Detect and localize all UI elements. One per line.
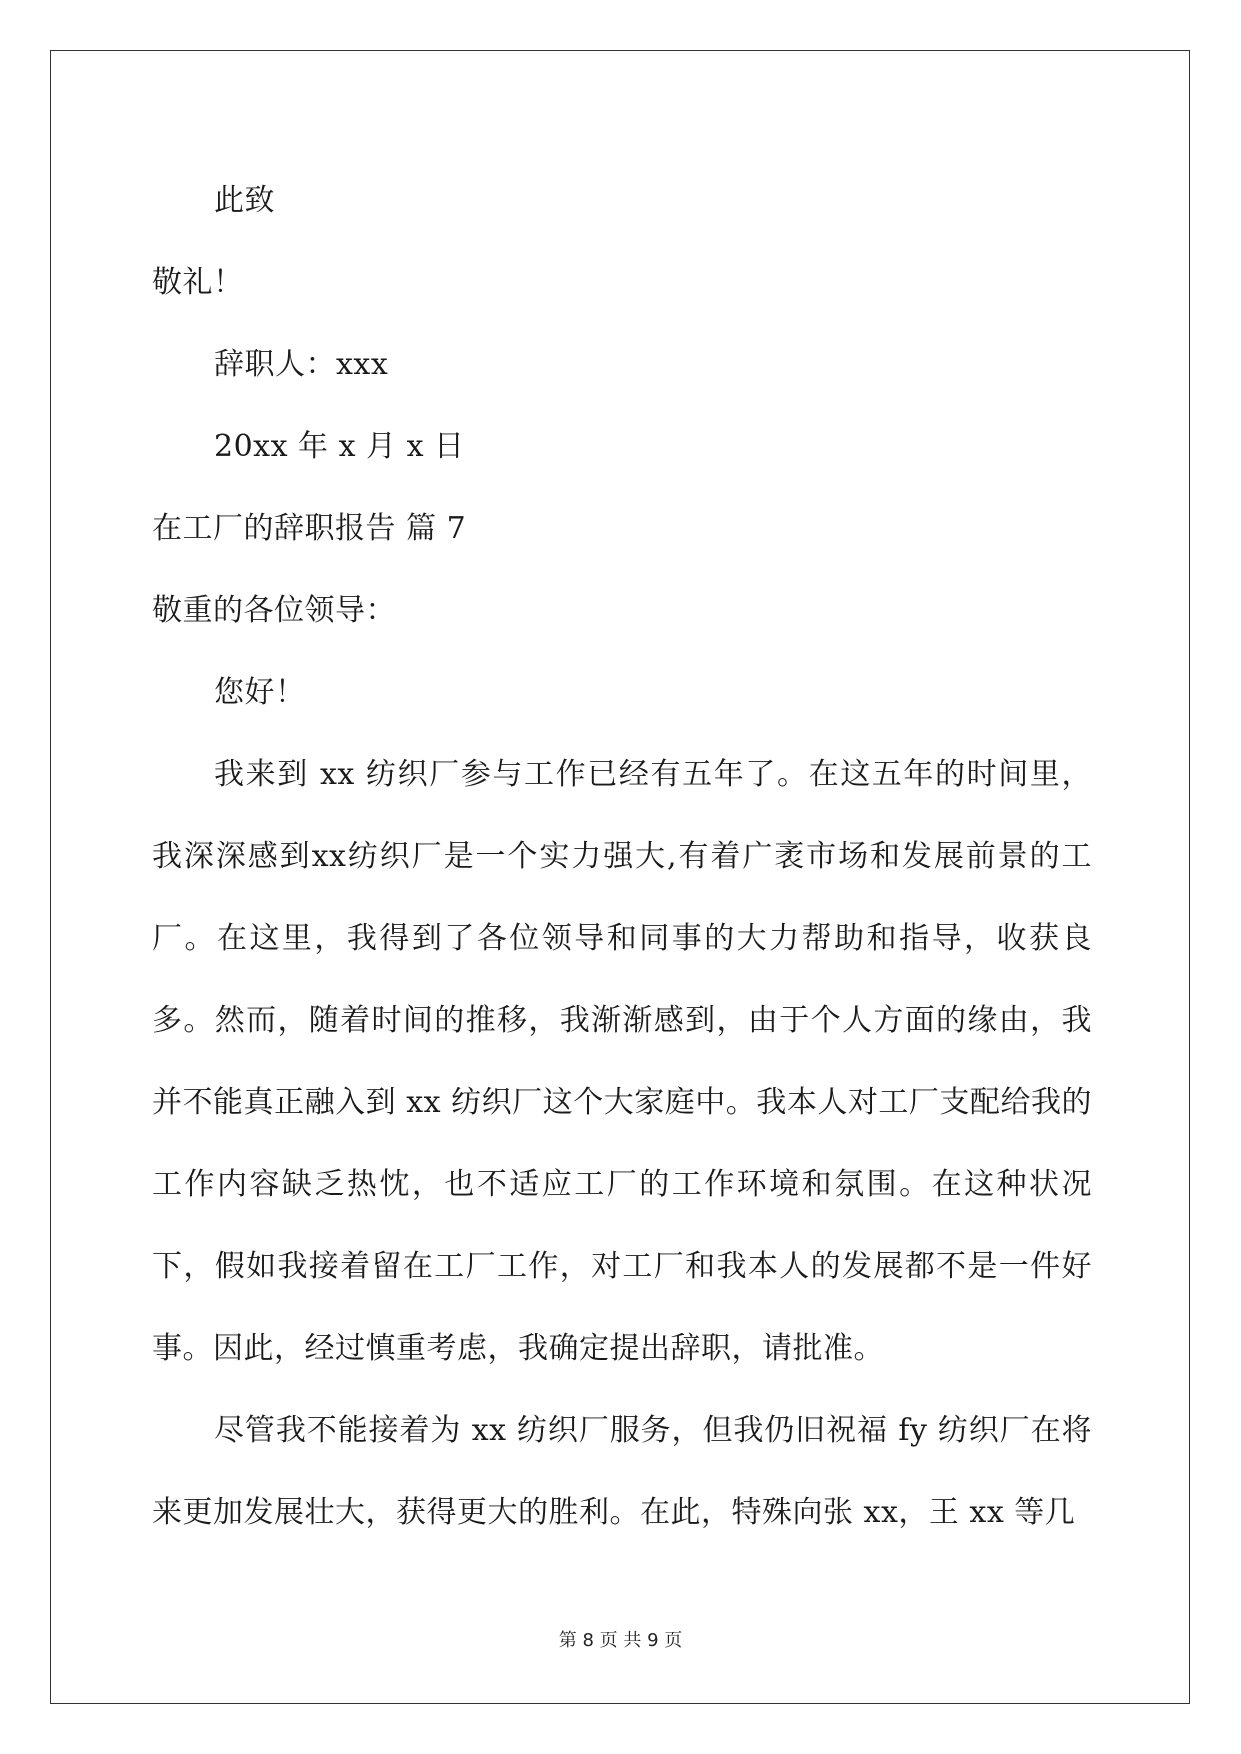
addressee: 敬重的各位领导： [152,593,396,628]
letter-date: 20xx 年 x 月 x 日 [214,429,465,464]
page-number-footer: 第 8 页 共 9 页 [558,1630,683,1651]
greeting: 您好！ [214,675,306,710]
regards: 敬礼！ [152,265,244,300]
resigner-name: 辞职人：xxx [214,347,389,382]
body-paragraph-1: 我来到 xx 纺织厂参与工作已经有五年了。在这五年的时间里，我深深感到xx纺织厂是一个实力强大,有着广袤市场和发展前景的工厂。在这里，我得到了各位领导和同事的大力帮助和指导，收获良多。然而，随着时间的推移，我渐渐感到，由于个人方面的缘由，我并不能真正融入到 xx 纺织厂这个大家庭中。我本人对工厂支配给我的工作内容缺乏热忱，也不适应工厂的工作环境和氛围。在这种状况下，假如我接着留在工厂工作，对工厂和我本人的发展都不是一件好事。因此，经过慎重考虑，我确定提出辞职，请批准。 [152,757,1092,1366]
document-body [152,160,1092,1554]
body-paragraph-2: 尽管我不能接着为 xx 纺织厂服务，但我仍旧祝福 fy 纺织厂在将来更加发展壮大，获得更大的胜利。在此，特殊向张 xx，王 xx 等几 [152,1413,1092,1530]
closing-salutation: 此致 [214,183,275,218]
section-title: 在工厂的辞职报告 篇 7 [152,511,467,546]
